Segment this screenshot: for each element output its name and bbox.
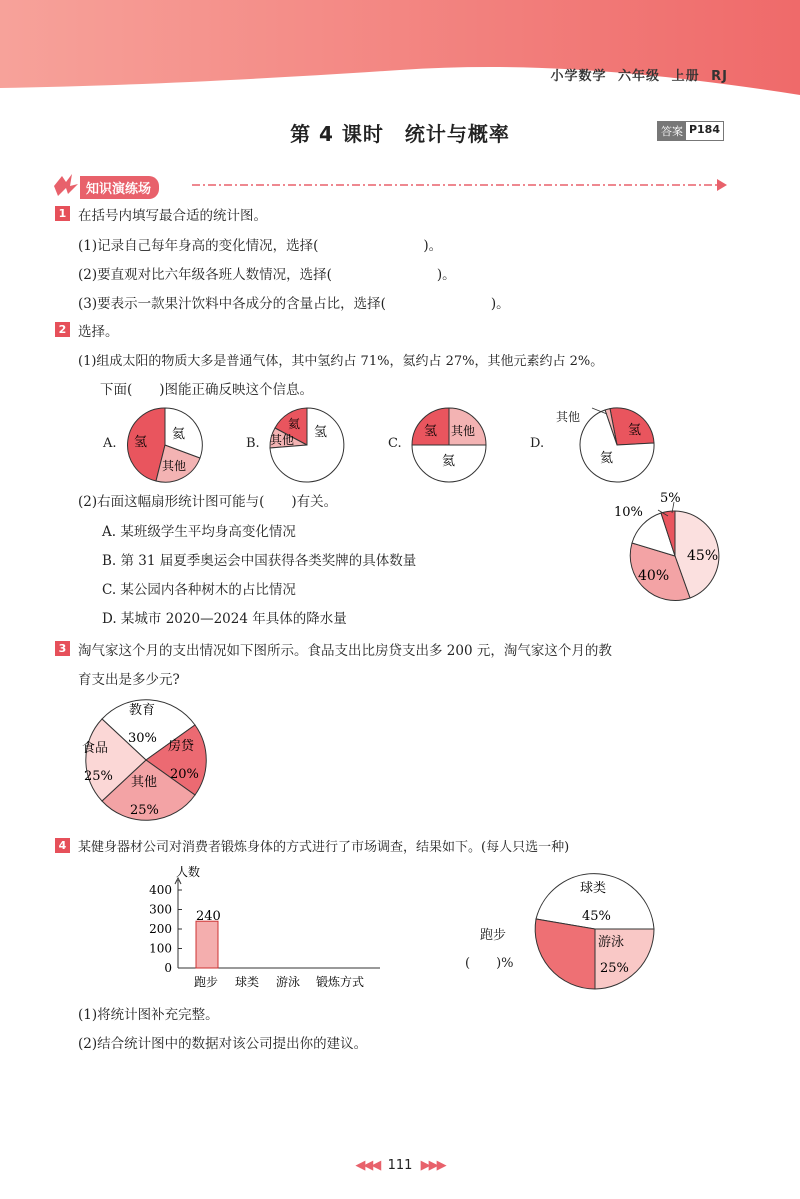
- pie-option-a: [120, 400, 210, 490]
- question-number-3: 3: [55, 641, 70, 656]
- q4-bar-chart: [140, 862, 400, 997]
- q1-item-2: (2)要直观对比六年级各班人数情况，选择( )。: [78, 267, 456, 283]
- q2-stem: 选择。: [78, 324, 119, 340]
- q4-pie-chart: [520, 862, 670, 997]
- q2-p2-option-b[interactable]: B. 第 31 届夏季奥运会中国获得各类奖牌的具体数量: [102, 553, 417, 569]
- pie-c-label-other: 其他: [451, 424, 476, 438]
- bar-cat-swim: 游泳: [276, 975, 301, 989]
- grade: 六年级: [618, 69, 661, 84]
- pie-b-label-other: 其他: [270, 433, 295, 447]
- pie-option-d: [570, 400, 670, 490]
- pie-c-label-he: 氦: [442, 454, 456, 469]
- question-number-1: 1: [55, 206, 70, 221]
- pie-q2-label-45: 45%: [687, 548, 719, 564]
- star-icon: [54, 174, 78, 196]
- q4-pie-label-swim: 游泳: [598, 935, 625, 950]
- pie-option-c: [404, 400, 494, 490]
- bar-xlabel: 锻炼方式: [316, 975, 365, 989]
- ytick-label: 0: [164, 961, 172, 975]
- q3-label-house: 房贷: [168, 739, 195, 754]
- section-header: [52, 172, 732, 198]
- option-c[interactable]: C.: [388, 436, 402, 451]
- q3-label-other: 其他: [131, 775, 158, 790]
- q4-pie-run-blank[interactable]: ( )%: [465, 956, 514, 971]
- bar-cat-ball: 球类: [235, 975, 260, 989]
- q3-pct-other: 25%: [130, 803, 159, 818]
- pie-d-label-other: 其他: [556, 410, 581, 424]
- header-info: [551, 65, 729, 84]
- q2-p2-option-d[interactable]: D. 某城市 2020—2024 年具体的降水量: [102, 611, 347, 627]
- q3-pct-house: 20%: [170, 767, 199, 782]
- ytick-label: 400: [149, 883, 172, 897]
- volume: 上册: [671, 69, 700, 84]
- section-title: 知识演练场: [80, 176, 159, 199]
- subject: 小学数学: [550, 69, 607, 84]
- q2-p2-option-a[interactable]: A. 某班级学生平均身高变化情况: [102, 524, 296, 540]
- answer-ref[interactable]: 答案 P184: [657, 121, 724, 141]
- page-footer: [0, 1158, 800, 1173]
- edition: RJ: [711, 69, 728, 84]
- q3-pct-food: 25%: [84, 769, 113, 784]
- bar-cat-run: 跑步: [194, 975, 219, 989]
- pie-option-b: [262, 400, 352, 490]
- bar-ylabel: 人数: [176, 865, 201, 879]
- page-title: 第 4 课时 统计与概率: [290, 122, 510, 146]
- q3-line2: 育支出是多少元?: [78, 672, 180, 688]
- pie-b-label-he: 氦: [288, 417, 301, 431]
- pie-a-label-h: 氢: [134, 435, 148, 450]
- bar-value-label: 240: [196, 909, 221, 924]
- q3-pct-edu: 30%: [128, 731, 157, 746]
- pie-b-label-h: 氢: [314, 425, 328, 440]
- q2-p2-option-c[interactable]: C. 某公园内各种树木的占比情况: [102, 582, 296, 598]
- pie-q2-2: [610, 488, 735, 613]
- q1-item-3: (3)要表示一款果汁饮料中各成分的含量占比，选择( )。: [78, 296, 510, 312]
- q1-item-1: (1)记录自己每年身高的变化情况，选择( )。: [78, 238, 443, 254]
- pie-q2-label-10: 10%: [614, 505, 643, 520]
- q3-label-food: 食品: [82, 741, 109, 756]
- q4-sub1: (1)将统计图补充完整。: [78, 1007, 219, 1023]
- q4-line: 某健身器材公司对消费者锻炼身体的方式进行了市场调查，结果如下。(每人只选一种): [78, 840, 570, 855]
- q2-p1-line2: 下面( )图能正确反映这个信息。: [100, 382, 314, 398]
- pie-q2-label-5: 5%: [660, 491, 681, 506]
- ytick-label: 100: [149, 941, 172, 956]
- question-number-2: 2: [55, 322, 70, 337]
- q4-pie-pct-swim: 25%: [600, 961, 629, 976]
- option-a[interactable]: A.: [103, 436, 117, 451]
- q2-p2-line: (2)右面这幅扇形统计图可能与( )有关。: [78, 494, 338, 510]
- ytick-label: 300: [149, 902, 172, 917]
- question-number-4: 4: [55, 838, 70, 853]
- pie-q3: [76, 690, 216, 830]
- pie-d-label-he: 氦: [600, 451, 614, 466]
- pie-c-label-h: 氢: [424, 424, 438, 439]
- option-b[interactable]: B.: [246, 436, 260, 451]
- arrow-right-icon: [717, 179, 727, 191]
- bar-run: [196, 921, 218, 968]
- prev-arrows-icon: ◀◀◀: [355, 1158, 380, 1173]
- q4-pie-label-ball: 球类: [580, 881, 607, 896]
- q2-p1-line1: (1)组成太阳的物质大多是普通气体，其中氢约占 71%，氦约占 27%，其他元素约占 2%。: [78, 354, 604, 369]
- ytick-label: 200: [149, 922, 172, 936]
- q1-stem: 在括号内填写最合适的统计图。: [78, 208, 267, 224]
- q4-sub2: (2)结合统计图中的数据对该公司提出你的建议。: [78, 1036, 368, 1052]
- pie-d-label-h: 氢: [628, 423, 642, 438]
- page-number: 111: [387, 1158, 413, 1173]
- pie-q2-label-40: 40%: [638, 568, 670, 584]
- pie-a-label-other: 其他: [162, 459, 187, 473]
- q4-pie-label-run: 跑步: [480, 928, 507, 943]
- option-d[interactable]: D.: [530, 436, 545, 451]
- q3-line1: 淘气家这个月的支出情况如下图所示。食品支出比房贷支出多 200 元，淘气家这个月的教: [78, 643, 612, 659]
- q4-pie-pct-ball: 45%: [582, 909, 611, 924]
- next-arrows-icon: ▶▶▶: [420, 1158, 445, 1173]
- pie-a-label-he: 氦: [172, 427, 186, 442]
- q3-label-edu: 教育: [129, 703, 156, 718]
